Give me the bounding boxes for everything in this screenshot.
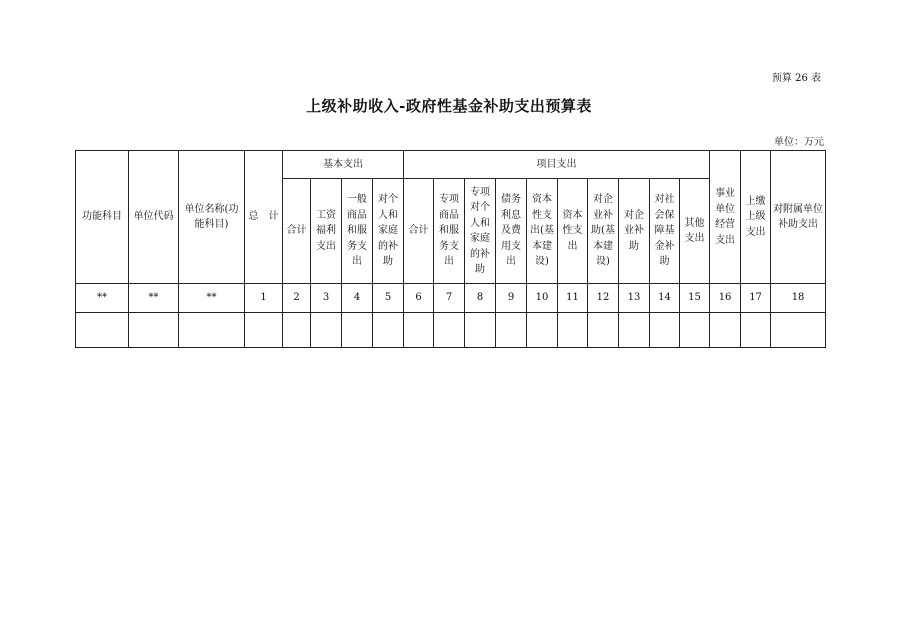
table-cell: 16 — [710, 284, 741, 313]
table-cell — [558, 313, 588, 348]
header-capital — [558, 179, 588, 284]
table-cell — [283, 313, 311, 348]
table-cell — [771, 313, 826, 348]
table-cell: 15 — [680, 284, 710, 313]
header-project-group: 项目支出 — [404, 151, 710, 179]
header-func-subject: 功能科目 — [76, 151, 129, 284]
header-special-personal-text: 专项对个人和家庭的补助 — [470, 186, 490, 275]
table-row-index — [76, 284, 826, 313]
header-special-goods-text: 专项商品和服务支出 — [439, 194, 459, 268]
table-cell — [404, 313, 434, 348]
table-cell — [465, 313, 496, 348]
header-unit-name — [179, 151, 245, 284]
header-capital-text: 资本性支出 — [562, 209, 583, 252]
header-social-security-fund — [650, 179, 680, 284]
header-unit-name-text: 单位名称(功能科目) — [184, 203, 239, 230]
header-remit-upper-text: 上缴上级支出 — [745, 195, 766, 238]
table-cell — [496, 313, 527, 348]
header-basic-group: 基本支出 — [283, 151, 404, 179]
table-cell: 11 — [558, 284, 588, 313]
table-cell: 10 — [527, 284, 558, 313]
table-cell — [741, 313, 771, 348]
page-title: 上级补助收入-政府性基金补助支出预算表 — [306, 97, 592, 115]
table-cell: ** — [129, 284, 179, 313]
table-cell — [311, 313, 342, 348]
header-special-goods — [434, 179, 465, 284]
table-cell: 4 — [342, 284, 373, 313]
header-enterprise-basic-text: 对企业补助(基本建设) — [591, 194, 615, 268]
table-cell: 17 — [741, 284, 771, 313]
header-personal-family-text: 对个人和家庭的补助 — [378, 194, 398, 268]
table-cell: ** — [179, 284, 245, 313]
header-capital-basic-text: 资本性支出(基本建设) — [530, 194, 554, 268]
header-remit-upper — [741, 151, 771, 284]
header-enterprise-text: 对企业补助 — [624, 209, 644, 252]
header-subordinate-text: 对附属单位补助支出 — [773, 203, 824, 230]
header-goods-services-text: 一般商品和服务支出 — [347, 194, 367, 268]
table-cell — [527, 313, 558, 348]
table-cell: 7 — [434, 284, 465, 313]
header-goods-services — [342, 179, 373, 284]
table-cell: ** — [76, 284, 129, 313]
header-wages-text: 工资福利支出 — [316, 209, 336, 252]
header-unit-code: 单位代码 — [129, 151, 179, 284]
table-cell — [129, 313, 179, 348]
header-total: 总 计 — [245, 151, 283, 284]
table-cell — [588, 313, 619, 348]
header-enterprise — [619, 179, 650, 284]
table-row-empty — [76, 313, 826, 348]
table-cell — [434, 313, 465, 348]
header-special-personal — [465, 179, 496, 284]
table-cell: 8 — [465, 284, 496, 313]
table-cell: 5 — [373, 284, 404, 313]
table-cell — [342, 313, 373, 348]
header-business — [710, 151, 741, 284]
header-row-groups — [76, 151, 826, 179]
header-debt-interest — [496, 179, 527, 284]
table-cell: 13 — [619, 284, 650, 313]
table-cell — [76, 313, 129, 348]
header-debt-interest-text: 债务利息及费用支出 — [501, 194, 521, 268]
header-other — [680, 179, 710, 284]
table-cell: 18 — [771, 284, 826, 313]
table-cell — [245, 313, 283, 348]
header-capital-basic — [527, 179, 558, 284]
table-cell: 9 — [496, 284, 527, 313]
header-other-text: 其他支出 — [684, 217, 705, 244]
header-project-total: 合计 — [404, 179, 434, 284]
table-cell — [710, 313, 741, 348]
table-cell: 6 — [404, 284, 434, 313]
unit-label: 单位：万元 — [774, 137, 824, 148]
header-basic-total: 合计 — [283, 179, 311, 284]
table-cell — [179, 313, 245, 348]
header-social-security-fund-text: 对社会保障基金补助 — [654, 194, 675, 268]
table-cell — [619, 313, 650, 348]
table-cell: 3 — [311, 284, 342, 313]
table-cell — [650, 313, 680, 348]
header-business-text: 事业单位经营支出 — [715, 188, 736, 246]
table-cell: 14 — [650, 284, 680, 313]
header-enterprise-basic — [588, 179, 619, 284]
table-cell — [373, 313, 404, 348]
header-personal-family — [373, 179, 404, 284]
header-subordinate — [771, 151, 826, 284]
form-number: 预算 26 表 — [771, 73, 821, 84]
header-wages — [311, 179, 342, 284]
budget-table — [75, 150, 826, 348]
table-cell — [680, 313, 710, 348]
table-cell: 1 — [245, 284, 283, 313]
table-cell: 2 — [283, 284, 311, 313]
table-cell: 12 — [588, 284, 619, 313]
